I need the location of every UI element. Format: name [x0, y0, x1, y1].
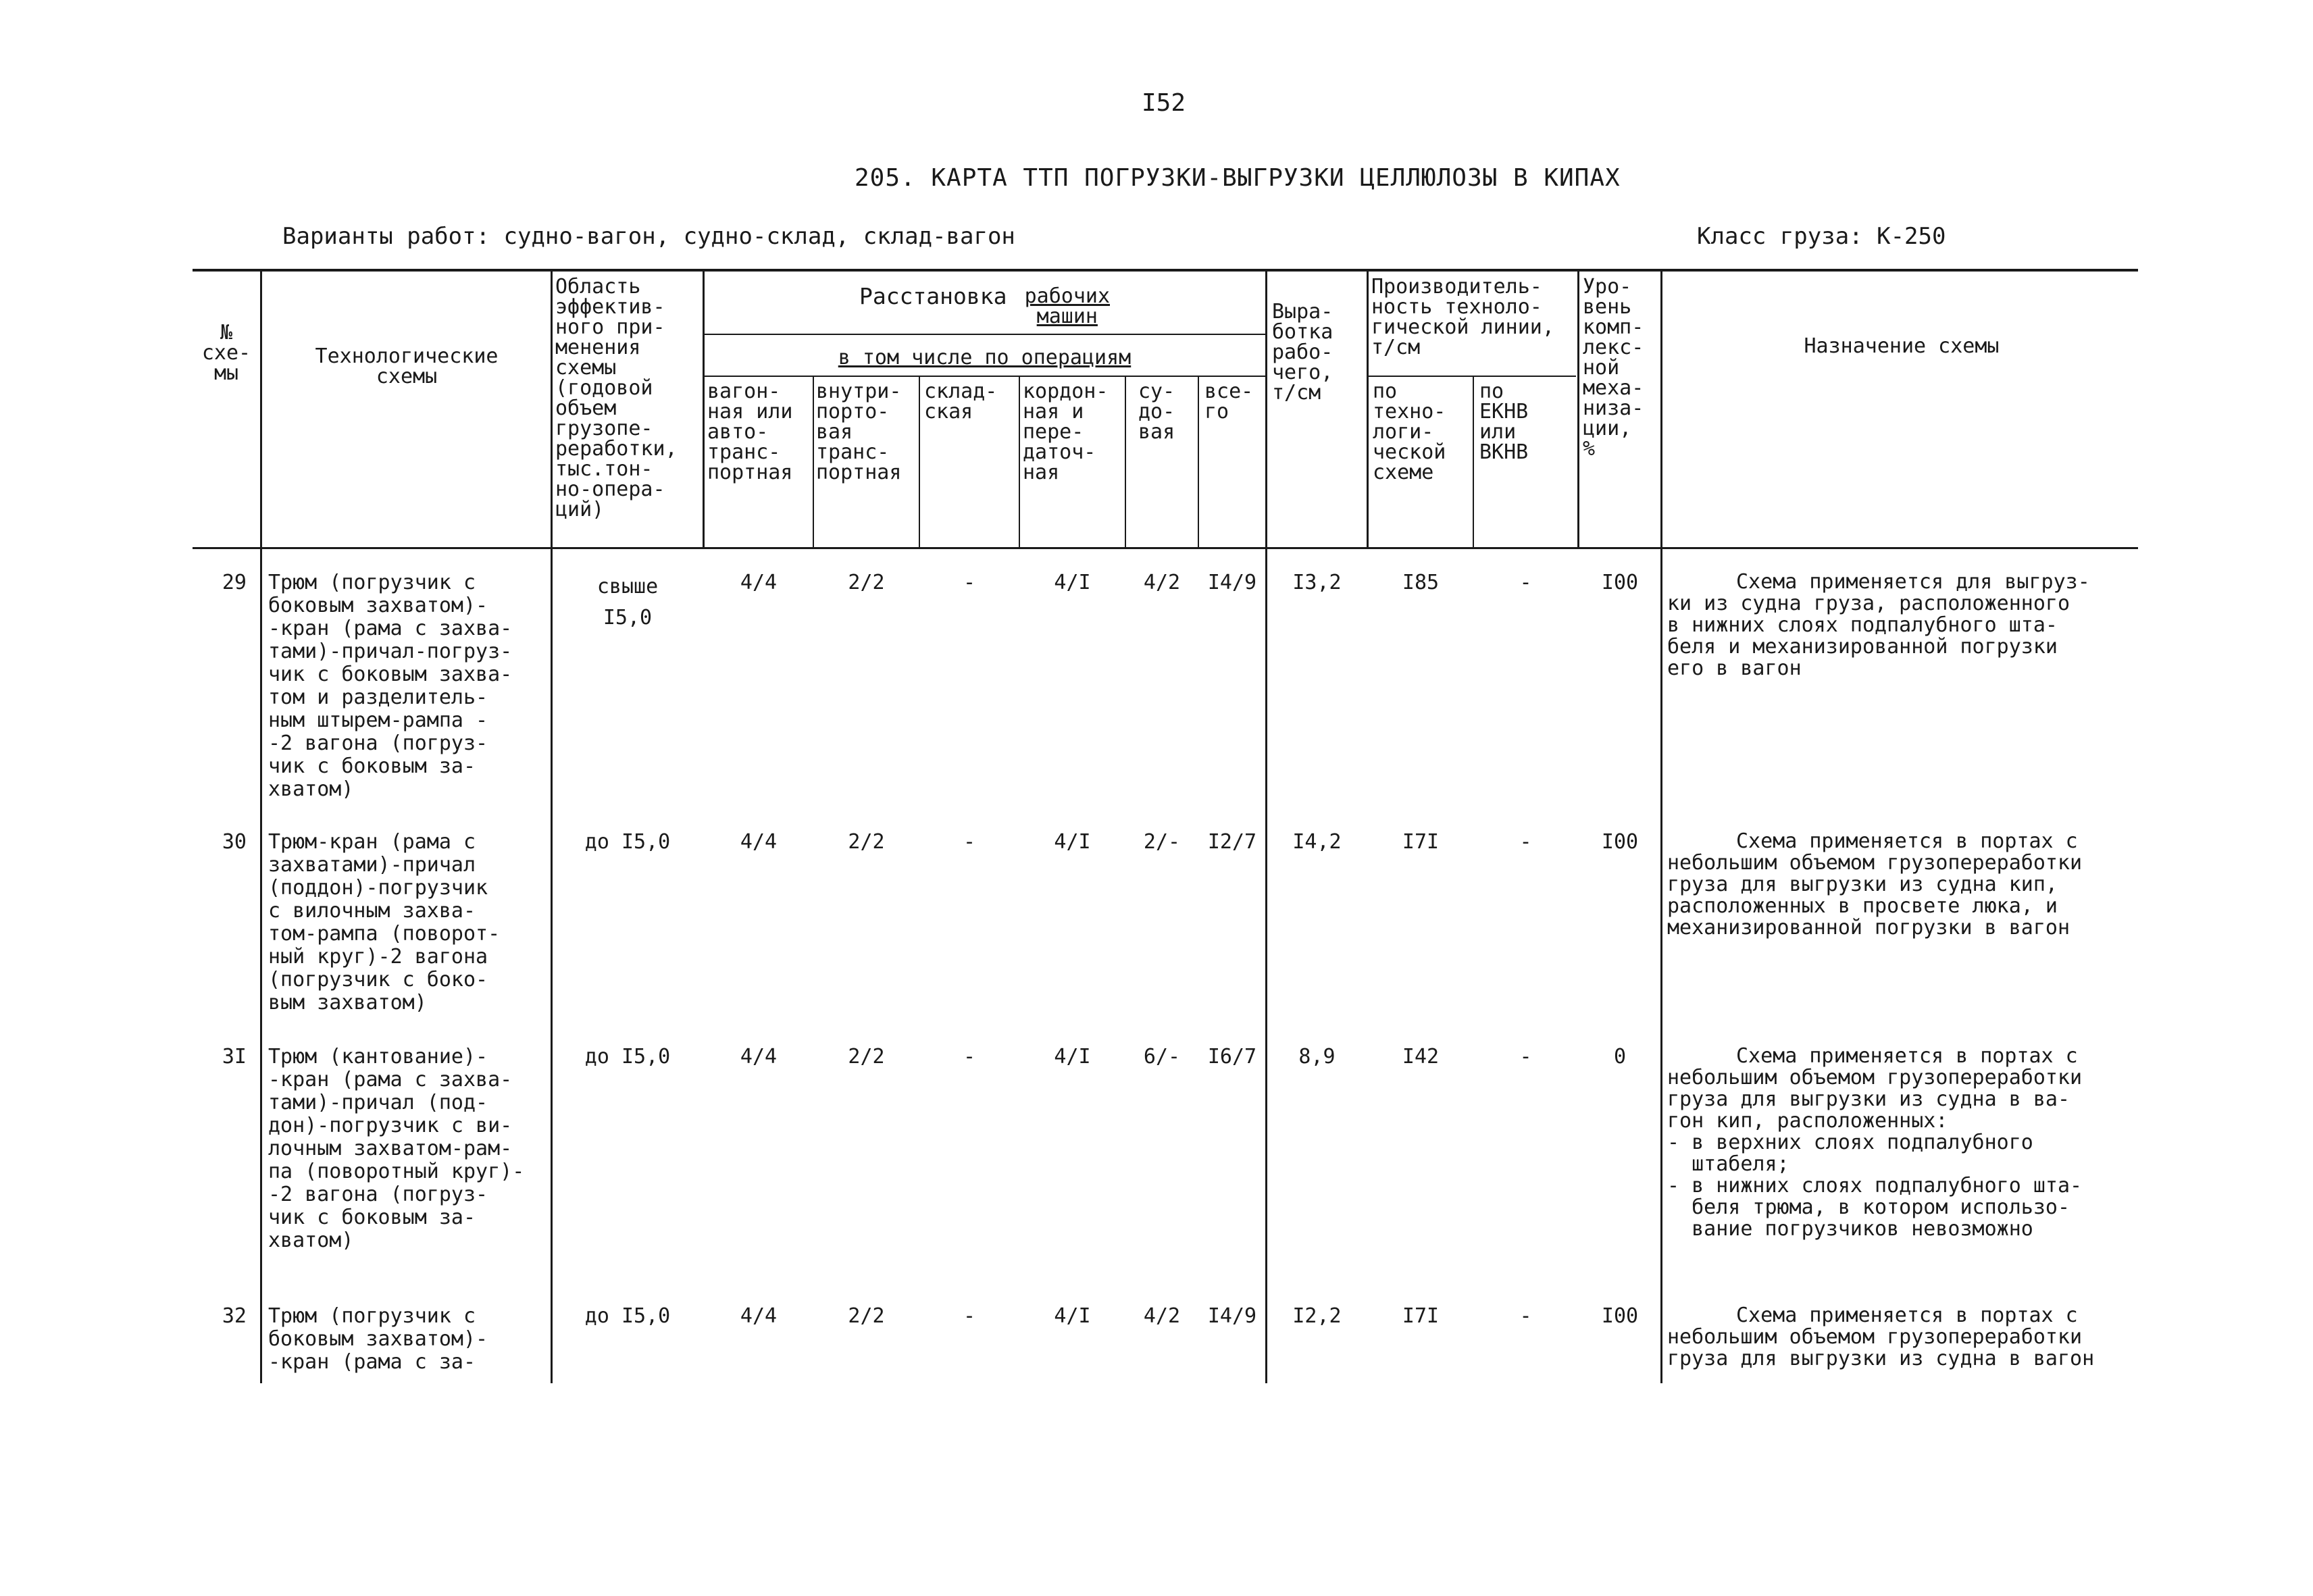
row-30-tech: Трюм-кран (рама с захватами)-причал (поддон)-погрузчик с вилочным захва- том-рампа (поворот- ный круг)-2 вагона (погрузчик с боко- вым захватом): [268, 830, 501, 1014]
row-29-purpose: Схема применяется для выгруз- ки из судна груза, расположенного в нижних слоях подпалубного шта- беля и механизированной погрузки его в вагон: [1667, 570, 2090, 680]
row-31-prod-ekhnv: -: [1519, 1045, 1532, 1069]
row-32-warehouse: -: [963, 1304, 976, 1328]
col-rule: [1660, 269, 1662, 1383]
row-32-area: до I5,0: [584, 1304, 671, 1328]
row-32-prod-ekhnv: -: [1519, 1304, 1532, 1328]
row-31-prod-scheme: I42: [1402, 1045, 1440, 1069]
header-op-internal: внутри- порто- вая транс- портная: [816, 380, 902, 484]
row-30-prod-ekhnv: -: [1519, 830, 1532, 854]
row-32-wagon: 4/4: [740, 1304, 778, 1328]
row-29-prod-ekhnv: -: [1519, 571, 1532, 594]
row-30-wagon: 4/4: [740, 830, 778, 854]
row-30-area: до I5,0: [584, 830, 671, 854]
header-application-area: Область эффектив- ного при- менения схемы (годовой объем грузопе- реработки, тыс.тон- но-опера- ций): [555, 275, 678, 521]
table-top-rule: [193, 269, 2138, 272]
row-31-cordon: 4/I: [1054, 1045, 1091, 1069]
row-31-wagon: 4/4: [740, 1045, 778, 1069]
productivity-rule: [1368, 376, 1576, 377]
row-32-output: I2,2: [1292, 1304, 1342, 1328]
col-rule: [1125, 376, 1126, 549]
row-30-total: I2/7: [1207, 830, 1257, 854]
row-31-ship: 6/-: [1143, 1045, 1181, 1069]
page-title: 205. КАРТА ТТП ПОГРУЗКИ-ВЫГРУЗКИ ЦЕЛЛЮЛОЗЫ В КИПАХ: [855, 164, 1621, 192]
row-29-wagon: 4/4: [740, 571, 778, 594]
row-31-mechanization: 0: [1613, 1045, 1627, 1069]
row-31-number: 3I: [222, 1045, 247, 1069]
row-32-number: 32: [222, 1304, 247, 1328]
header-prod-scheme: по техно- логи- ческой схеме: [1373, 380, 1446, 484]
header-number: № схе- мы: [201, 321, 251, 385]
page-number: I52: [1142, 89, 1186, 117]
row-32-cordon: 4/I: [1054, 1304, 1091, 1328]
row-29-area: свыше I5,0: [596, 575, 659, 629]
header-worker-output: Выра- ботка рабо- чего, т/см: [1272, 300, 1333, 405]
row-30-ship: 2/-: [1143, 830, 1181, 854]
col-rule: [1198, 376, 1199, 549]
col-rule: [919, 376, 920, 549]
header-prod-ekhnv: по ЕКНВ или ВКНВ: [1479, 380, 1529, 464]
row-30-cordon: 4/I: [1054, 830, 1091, 854]
row-30-internal: 2/2: [848, 830, 885, 854]
row-32-tech: Трюм (погрузчик с боковым захватом)- -кран (рама с за-: [268, 1304, 488, 1374]
col-rule: [1577, 269, 1579, 549]
row-31-tech: Трюм (кантование)- -кран (рама с захва- тами)-причал (под- дон)-погрузчик с ви- лочным захватом-рам- па (поворотный круг)- -2 вагона (погруз- чик с боковым за- хватом): [268, 1045, 525, 1252]
header-mechanization: Уро- вень комп- лекс- ной меха- низа- ции, %: [1583, 275, 1644, 461]
col-rule: [1367, 269, 1369, 549]
header-op-cordon: кордон- ная и пере- даточ- ная: [1023, 380, 1109, 484]
row-31-total: I6/7: [1207, 1045, 1257, 1069]
header-op-total: все- го: [1204, 380, 1254, 423]
row-32-prod-scheme: I7I: [1402, 1304, 1440, 1328]
row-31-output: 8,9: [1298, 1045, 1336, 1069]
row-30-mechanization: I00: [1601, 830, 1639, 854]
row-32-internal: 2/2: [848, 1304, 885, 1328]
row-29-warehouse: -: [963, 571, 976, 594]
col-rule: [703, 269, 705, 549]
row-32-purpose: Схема применяется в портах с небольшим объемом грузопереработки груза для выгрузки из судна в вагон: [1667, 1304, 2095, 1370]
row-30-warehouse: -: [963, 830, 976, 854]
row-29-ship: 4/2: [1143, 571, 1181, 594]
row-32-mechanization: I00: [1601, 1304, 1639, 1328]
col-rule: [1019, 376, 1020, 549]
col-rule: [1265, 269, 1267, 1383]
ops-rule: [703, 376, 1265, 377]
row-31-internal: 2/2: [848, 1045, 885, 1069]
row-30-number: 30: [222, 830, 247, 854]
header-ops: в том числе по операциям: [838, 346, 1132, 369]
row-29-tech: Трюм (погрузчик с боковым захватом)- -кран (рама с захва- тами)-причал-погруз- чик с боковым захва- том и разделитель- ным штырем-рампа - -2 вагона (погруз- чик с боковым за- хватом): [268, 571, 513, 801]
col-rule: [1473, 376, 1474, 549]
header-op-ship: су- до- вая: [1138, 380, 1175, 444]
row-29-internal: 2/2: [848, 571, 885, 594]
row-29-number: 29: [222, 571, 247, 594]
header-machine-placement: [706, 283, 1263, 328]
row-29-prod-scheme: I85: [1402, 571, 1440, 594]
row-30-purpose: Схема применяется в портах с небольшим объемом грузопереработки груза для выгрузки из судна кип, расположенных в просвете люка, и механизированной погрузки в вагон: [1667, 829, 2083, 939]
col-rule: [260, 269, 262, 1383]
header-purpose: Назначение схемы: [1804, 334, 2000, 358]
header-op-warehouse: склад- ская: [924, 380, 998, 423]
header-bottom-rule: [193, 547, 2138, 549]
row-30-prod-scheme: I7I: [1402, 830, 1440, 854]
row-31-area: до I5,0: [584, 1045, 671, 1069]
work-variants: Варианты работ: судно-вагон, судно-склад, склад-вагон: [282, 223, 1015, 250]
header-tech-schemes: Технологические схемы: [315, 344, 499, 388]
row-31-purpose: Схема применяется в портах с небольшим объемом грузопереработки груза для выгрузки из судна в ва- гон кип, расположенных: - в верхних слоях подпалубного штабеля; - в нижних слоях подпалубного шта- беля трюма, в котором использо- вание погрузчиков невозможно: [1667, 1044, 2083, 1241]
placement-inner-rule: [703, 334, 1265, 335]
header-productivity: Производитель- ность техноло- гической линии, т/см: [1371, 275, 1554, 359]
placement-prefix: Расстановка: [859, 283, 1007, 309]
row-29-mechanization: I00: [1601, 571, 1639, 594]
row-32-ship: 4/2: [1143, 1304, 1181, 1328]
cargo-class: Класс груза: К-250: [1697, 223, 1946, 250]
row-29-output: I3,2: [1292, 571, 1342, 594]
placement-underlined: рабочих машин: [1024, 284, 1111, 328]
row-29-cordon: 4/I: [1054, 571, 1091, 594]
row-29-total: I4/9: [1207, 571, 1257, 594]
header-op-wagon: вагон- ная или авто- транс- портная: [707, 380, 793, 484]
row-30-output: I4,2: [1292, 830, 1342, 854]
col-rule: [813, 376, 814, 549]
row-31-warehouse: -: [963, 1045, 976, 1069]
row-32-total: I4/9: [1207, 1304, 1257, 1328]
